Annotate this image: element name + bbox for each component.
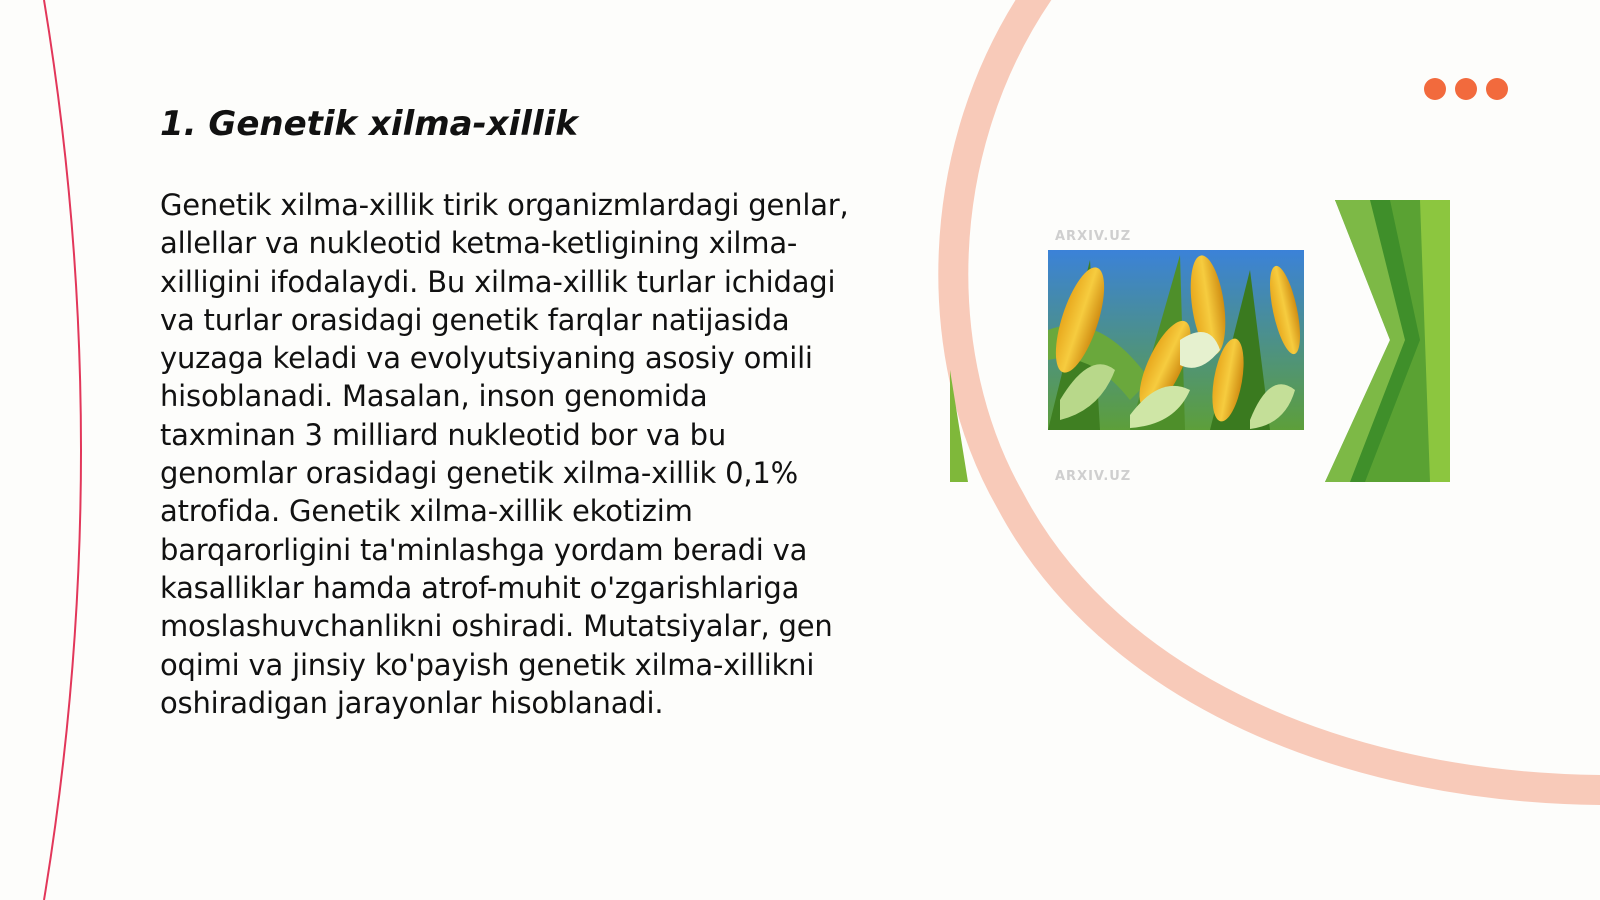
dot-2 [1455,78,1477,100]
corn-image-block [950,200,1450,482]
watermark-text-1: ARXIV.UZ [1055,229,1132,244]
dot-3 [1486,78,1508,100]
left-curve-line [44,0,81,900]
slide-title: 1. Genetik xilma-xillik [160,104,578,144]
green-sliver-left [950,370,968,482]
dot-1 [1424,78,1446,100]
corn-photo [1046,250,1306,430]
dots-icon [1424,78,1508,100]
slide-body-text: Genetik xilma-xillik tirik organizmlardagi genlar, allellar va nukleotid ketma-ketligining xilma-xilligini ifodalaydi. Bu xilma-xillik turlar ichidagi va turlar orasidagi genetik farqlar natijasida yuzaga keladi va evolyutsiyaning asosiy omili hisoblanadi. Masalan, inson genomida taxminan 3 milliard nukleotid bor va bu genomlar orasidagi genetik xilma-xillik 0,1% atrofida. Genetik xilma-xillik ekotizim barqarorligini ta'minlashga yordam beradi va kasalliklar hamda atrof-muhit o'zgarishlariga moslashuvchanlikni oshiradi. Mutatsiyalar, gen oqimi va jinsiy ko'payish genetik xilma-xillikni oshiradigan jarayonlar hisoblanadi. [160,188,849,720]
watermark-text-2: ARXIV.UZ [1055,469,1132,482]
